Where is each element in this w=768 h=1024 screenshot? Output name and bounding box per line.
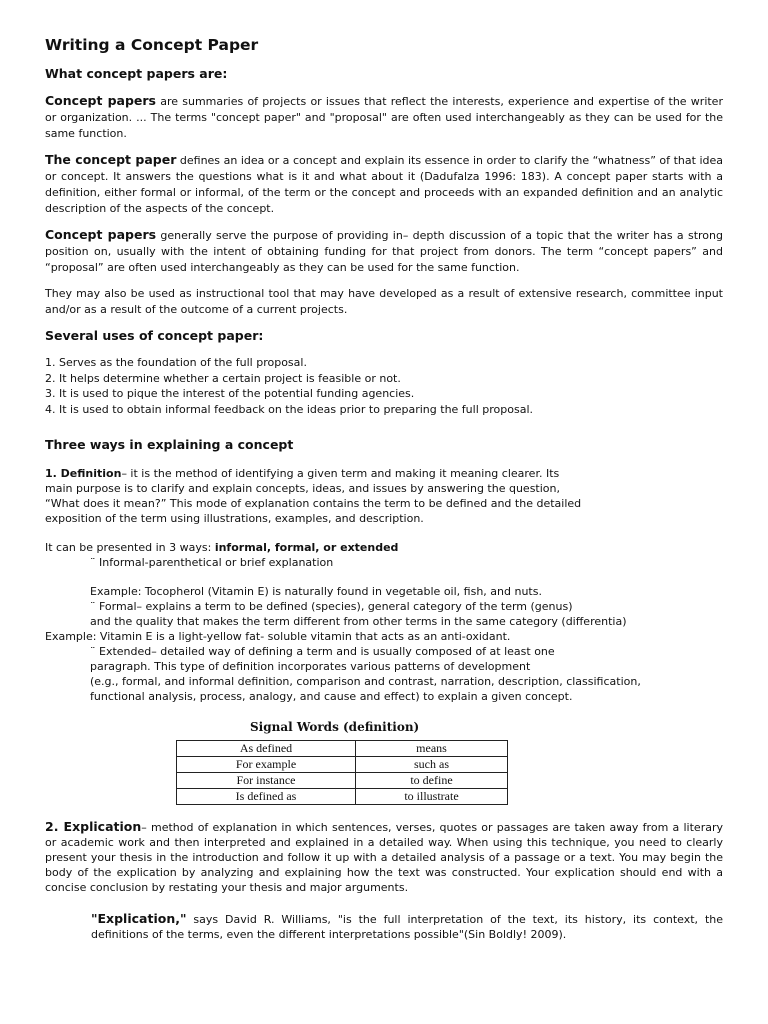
section-heading-what: What concept papers are:	[45, 66, 228, 81]
list-item: 2. It helps determine whether a certain project is feasible or not.	[45, 371, 401, 385]
paragraph-3-text: generally serve the purpose of providing in– depth discussion of a topic that the writer has a strong position on, usually with the intent of obtaining funding for that project from donors. The term “concept papers” and “proposal” are often used interchangeably as they can be used for the same function.	[45, 229, 723, 274]
explication-paragraph	[45, 819, 723, 895]
table-row	[177, 741, 508, 757]
explication-quote	[45, 911, 723, 942]
table-row	[177, 757, 508, 773]
document-page	[45, 36, 723, 953]
formal-line-1: ¨ Formal– explains a term to be defined (species), general category of the term (genus)	[90, 600, 573, 613]
extended-line-3: (e.g., formal, and informal definition, comparison and contrast, narration, description, classification,	[90, 675, 641, 688]
signal-words-table	[176, 740, 508, 805]
quote-text: says David R. Williams, "is the full interpretation of the text, its history, its context, the definitions of the terms, even the different interpretations possible"(Sin Boldly! 2009).	[91, 913, 723, 941]
page-title: Writing a Concept Paper	[45, 36, 259, 54]
paragraph-2-lead: The concept paper	[45, 152, 177, 167]
list-item: 3. It is used to pique the interest of the potential funding agencies.	[45, 387, 415, 400]
table-cell: For example	[177, 757, 356, 773]
table-cell: For instance	[177, 773, 356, 789]
table-cell: to illustrate	[356, 789, 508, 805]
formal-line-2: and the quality that makes the term different from other terms in the same category (differentia)	[90, 615, 627, 628]
uses-list	[45, 355, 723, 417]
paragraph-1-lead: Concept papers	[45, 93, 156, 108]
example-2-line: Example: Vitamin E is a light-yellow fat- soluble vitamin that acts as an anti-oxidant.	[45, 630, 511, 643]
explication-text: – method of explanation in which sentences, verses, quotes or passages are taken away from a literary or academic work and then interpreted and explained in a detailed way. When using this technique, you need to clearly present your thesis in the introduction and follow it up with a detailed analysis of a passage or a text. You may begin the body of the explication by analyzing and explaining how the text was constructed. Your explication should end with a concise conclusion by restating your thesis and major arguments.	[45, 821, 723, 894]
extended-line-1: ¨ Extended– detailed way of defining a term and is usually composed of at least one	[90, 645, 555, 658]
table-cell: means	[356, 741, 508, 757]
informal-line: ¨ Informal-parenthetical or brief explanation	[90, 556, 334, 569]
paragraph-1	[45, 93, 723, 142]
ways-line: It can be presented in 3 ways: informal, formal, or extended	[45, 541, 399, 554]
explication-lead: 2. Explication	[45, 819, 142, 834]
table-row	[177, 789, 508, 805]
example-1-line: Example: Tocopherol (Vitamin E) is naturally found in vegetable oil, fish, and nuts.	[90, 585, 542, 598]
paragraph-4: They may also be used as instructional tool that may have developed as a result of extensive research, committee input and/or as a result of the outcome of a current projects.	[45, 287, 723, 316]
paragraph-3-lead: Concept papers	[45, 227, 157, 242]
definition-paragraph	[45, 466, 590, 526]
table-cell: As defined	[177, 741, 356, 757]
table-cell: to define	[356, 773, 508, 789]
definition-lead: 1. Definition	[45, 467, 122, 480]
extended-line-2: paragraph. This type of definition incorporates various patterns of development	[90, 660, 531, 673]
ways-bold: informal, formal, or extended	[214, 541, 399, 554]
definition-text: – it is the method of identifying a given term and making it meaning clearer. Its main purpose is to clarify and explain concepts, ideas, and issues by answering the question, “What does it mean?” This mode of explanation contains the term to be defined and the detailed exposition of the term using illustrations, examples, and description.	[45, 467, 582, 525]
table-row	[177, 773, 508, 789]
list-item: 1. Serves as the foundation of the full proposal.	[45, 356, 307, 369]
signal-words-title: Signal Words (definition)	[250, 720, 420, 734]
paragraph-1-text: are summaries of projects or issues that reflect the interests, experience and expertise of the writer or organization. ... The terms "concept paper" and "proposal" are often used interchangeably as they can be used for the same function.	[45, 95, 723, 140]
table-cell: such as	[356, 757, 508, 773]
list-item: 4. It is used to obtain informal feedback on the ideas prior to preparing the full proposal.	[45, 402, 533, 416]
quote-lead: "Explication,"	[91, 911, 187, 926]
table-cell: Is defined as	[177, 789, 356, 805]
paragraph-2	[45, 152, 723, 217]
extended-line-4: functional analysis, process, analogy, and cause and effect) to explain a given concept.	[90, 690, 573, 703]
section-heading-uses: Several uses of concept paper:	[45, 328, 264, 343]
section-heading-ways: Three ways in explaining a concept	[45, 437, 294, 452]
paragraph-3	[45, 227, 723, 276]
paragraph-2-text: defines an idea or a concept and explain its essence in order to clarify the “whatness” of that idea or concept. It answers the questions what is it and what about it (Dadufalza 1996: 183). A concept paper starts with a definition, either formal or informal, of the term or the concept and proceeds with an expanded definition and an analytic description of the aspects of the concept.	[45, 154, 723, 215]
